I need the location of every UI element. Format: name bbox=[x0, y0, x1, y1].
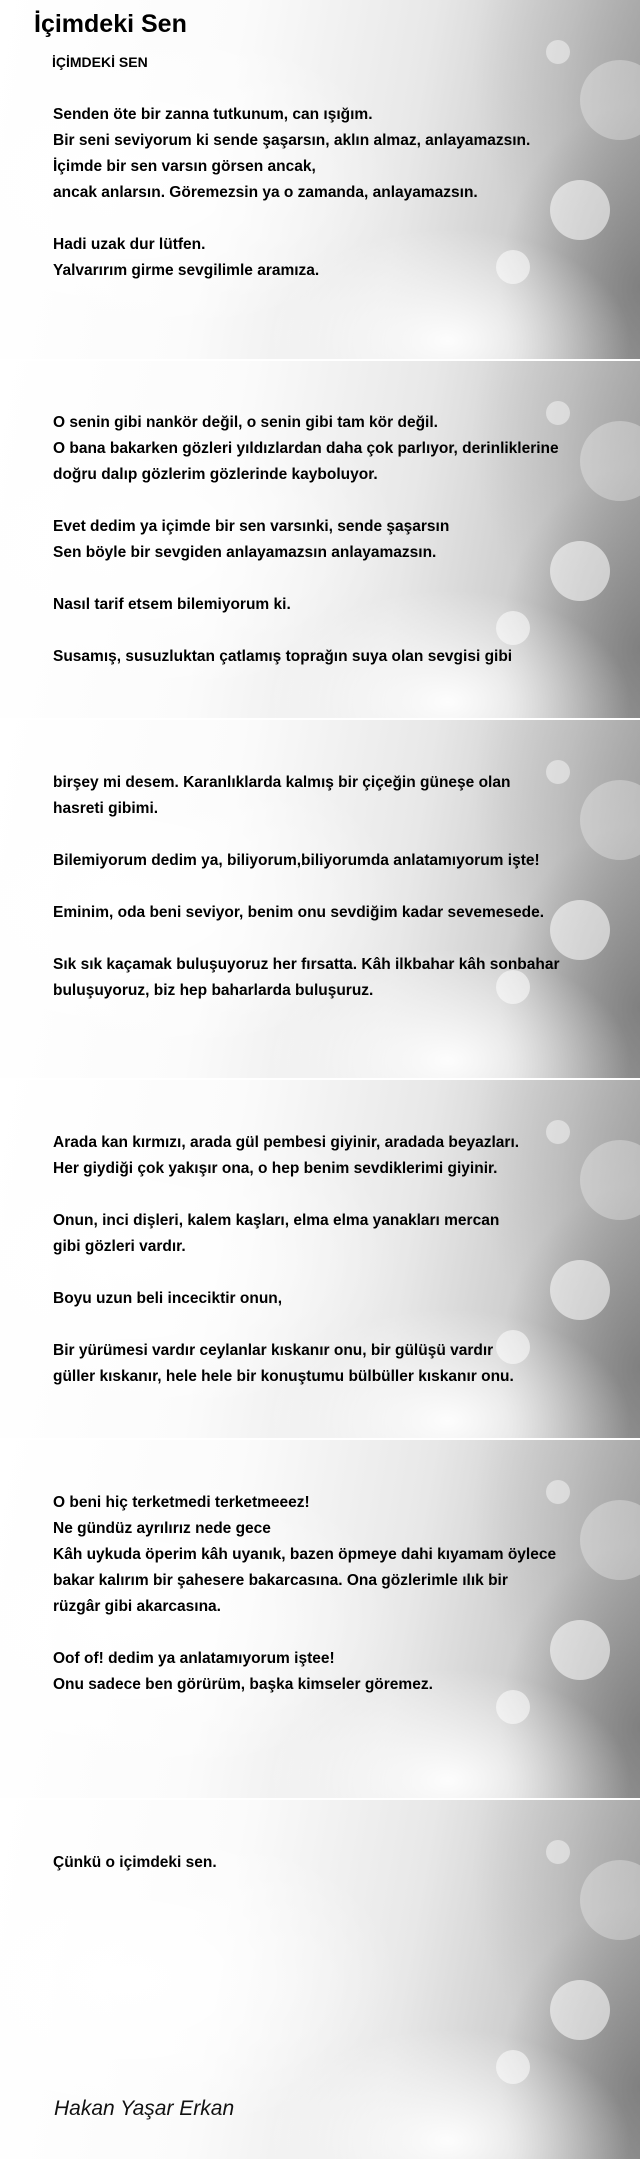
poem-panel-4 bbox=[0, 1080, 640, 1439]
poem-line bbox=[53, 1260, 613, 1286]
poem-line bbox=[53, 822, 613, 848]
poem-line bbox=[53, 926, 613, 952]
poem-panel-1 bbox=[0, 0, 640, 359]
poem-title: İçimdeki Sen bbox=[34, 10, 187, 38]
poem-line: Onu sadece ben görürüm, başka kimseler göremez. bbox=[53, 1676, 433, 1693]
stanza-block bbox=[53, 1490, 613, 1698]
poem-line: Bilemiyorum dedim ya, biliyorum,biliyorumda anlatamıyorum işte! bbox=[53, 852, 540, 869]
poem-line: buluşuyoruz, biz hep baharlarda buluşuruz. bbox=[53, 982, 374, 999]
poem-line: O senin gibi nankör değil, o senin gibi tam kör değil. bbox=[53, 414, 438, 431]
poem-panel-3 bbox=[0, 720, 640, 1079]
stanza-block bbox=[53, 410, 613, 670]
stanza-block bbox=[53, 1850, 613, 1876]
poem-line: bakar kalırım bir şahesere bakarcasına. Ona gözlerimle ılık bir bbox=[53, 1572, 508, 1589]
poem-line: Eminim, oda beni seviyor, benim onu sevdiğim kadar sevemesede. bbox=[53, 904, 545, 921]
poem-line: Sık sık kaçamak buluşuyoruz her fırsatta. Kâh ilkbahar kâh sonbahar bbox=[53, 956, 560, 973]
poem-subtitle: İÇİMDEKİ SEN bbox=[52, 54, 148, 70]
poem-line: Sen böyle bir sevgiden anlayamazsın anlayamazsın. bbox=[53, 544, 437, 561]
poem-line: O beni hiç terketmedi terketmeeez! bbox=[53, 1494, 310, 1511]
poem-line: gibi gözleri vardır. bbox=[53, 1238, 186, 1255]
poem-line: Senden öte bir zanna tutkunum, can ışığım. bbox=[53, 106, 373, 123]
poem-line: Çünkü o içimdeki sen. bbox=[53, 1854, 217, 1871]
poem-line: Nasıl tarif etsem bilemiyorum ki. bbox=[53, 596, 291, 613]
poem-line bbox=[53, 874, 613, 900]
poem-line: Oof of! dedim ya anlatamıyorum iştee! bbox=[53, 1650, 335, 1667]
poem-line: rüzgâr gibi akarcasına. bbox=[53, 1598, 221, 1615]
poem-line: Arada kan kırmızı, arada gül pembesi giyinir, aradada beyazları. bbox=[53, 1134, 520, 1151]
poem-line: Bir seni seviyorum ki sende şaşarsın, aklın almaz, anlayamazsın. bbox=[53, 132, 531, 149]
poem-line bbox=[53, 1620, 613, 1646]
bokeh-light bbox=[496, 2050, 530, 2084]
poem-line bbox=[53, 618, 613, 644]
poem-line: Susamış, susuzluktan çatlamış toprağın suya olan sevgisi gibi bbox=[53, 648, 513, 665]
poem-line: doğru dalıp gözlerim gözlerinde kayboluyor. bbox=[53, 466, 378, 483]
poem-line: hasreti gibimi. bbox=[53, 800, 159, 817]
poem-line: Bir yürümesi vardır ceylanlar kıskanır onu, bir gülüşü vardır bbox=[53, 1342, 494, 1359]
poem-line: Ne gündüz ayrılırız nede gece bbox=[53, 1520, 271, 1537]
poem-line: Kâh uykuda öperim kâh uyanık, bazen öpmeye dahi kıyamam öylece bbox=[53, 1546, 557, 1563]
stanza-block bbox=[53, 770, 613, 1004]
stanza-block bbox=[53, 102, 613, 284]
poem-line: Yalvarırım girme sevgilimle aramıza. bbox=[53, 262, 320, 279]
poem-line: İçimde bir sen varsın görsen ancak, bbox=[53, 158, 316, 175]
poem-panel-5 bbox=[0, 1440, 640, 1799]
poem-panel-2 bbox=[0, 361, 640, 720]
poem-line: Hadi uzak dur lütfen. bbox=[53, 236, 206, 253]
poem-line bbox=[53, 1182, 613, 1208]
poem-line: Boyu uzun beli inceciktir onun, bbox=[53, 1290, 283, 1307]
author-signature: Hakan Yaşar Erkan bbox=[54, 2097, 235, 2120]
poem-line: Her giydiği çok yakışır ona, o hep benim sevdiklerimi giyinir. bbox=[53, 1160, 498, 1177]
poem-line: ancak anlarsın. Göremezsin ya o zamanda, anlayamazsın. bbox=[53, 184, 478, 201]
poem-line: güller kıskanır, hele hele bir konuştumu bülbüller kıskanır onu. bbox=[53, 1368, 514, 1385]
poem-line bbox=[53, 1312, 613, 1338]
poem-line: Evet dedim ya içimde bir sen varsınki, sende şaşarsın bbox=[53, 518, 450, 535]
bokeh-light bbox=[546, 40, 570, 64]
poem-line: Onun, inci dişleri, kalem kaşları, elma elma yanakları mercan bbox=[53, 1212, 500, 1229]
poem-line bbox=[53, 488, 613, 514]
poem-line bbox=[53, 566, 613, 592]
stanza-block bbox=[53, 1130, 613, 1390]
poem-line: birşey mi desem. Karanlıklarda kalmış bir çiçeğin güneşe olan bbox=[53, 774, 511, 791]
poem-line bbox=[53, 206, 613, 232]
poem-panel-6 bbox=[0, 1800, 640, 2159]
bokeh-light bbox=[550, 1980, 610, 2040]
poem-line: O bana bakarken gözleri yıldızlardan daha çok parlıyor, derinliklerine bbox=[53, 440, 559, 457]
